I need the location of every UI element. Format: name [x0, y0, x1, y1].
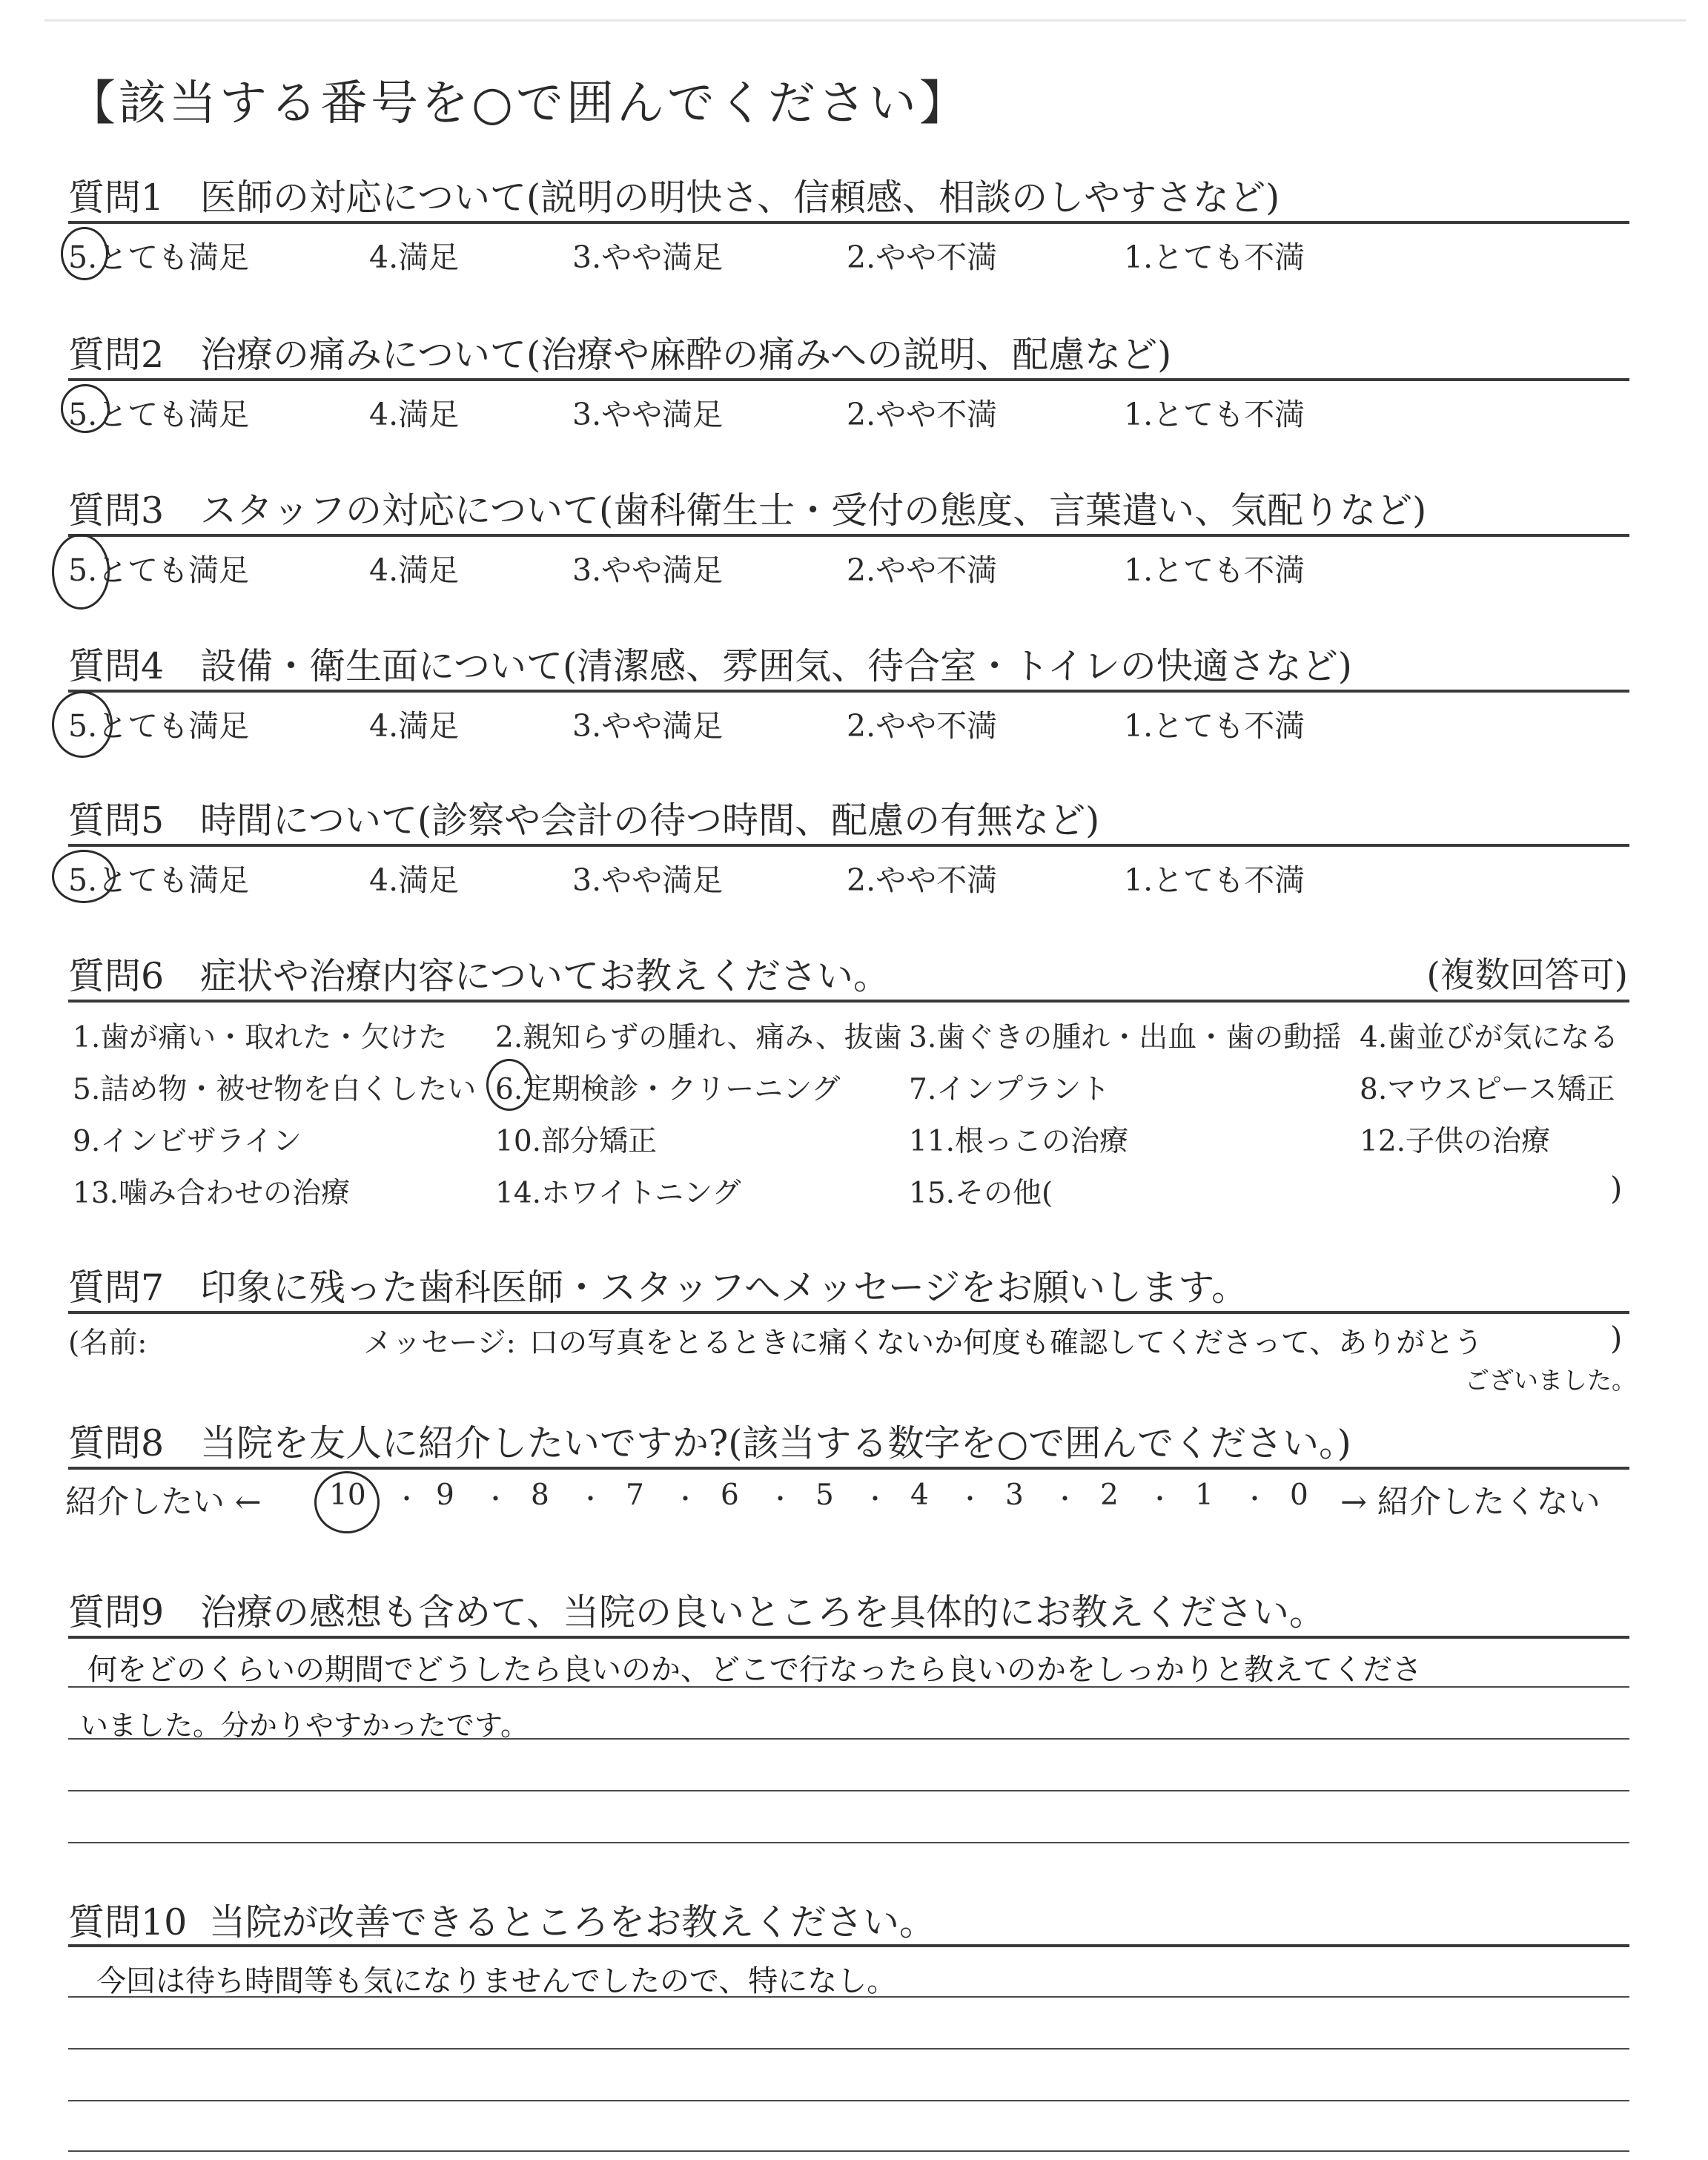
scale-option-4[interactable]: 4 — [910, 1479, 929, 1512]
symptom-option[interactable]: 12.子供の治療 — [1360, 1125, 1551, 1158]
question-3-heading — [68, 482, 1426, 534]
scale-separator: ・ — [578, 1484, 603, 1513]
question-number: 質問4 — [68, 645, 165, 687]
question-7-heading — [68, 1259, 1248, 1311]
scale-separator: ・ — [483, 1484, 508, 1513]
scale-option-0[interactable]: 0 — [1290, 1479, 1308, 1512]
scale-option-7[interactable]: 7 — [626, 1479, 644, 1512]
option-2[interactable]: 2.やや不満 — [847, 862, 998, 898]
option-3[interactable]: 3.やや満足 — [572, 397, 724, 432]
selection-circle-mark — [314, 1471, 380, 1533]
symptom-option[interactable]: 4.歯並びが気になる — [1360, 1021, 1619, 1054]
scale-separator: ・ — [1148, 1484, 1172, 1513]
question-text: 設備・衛生面について(清潔感、雰囲気、待合室・トイレの快適さなど) — [200, 645, 1352, 687]
question-number: 質問3 — [68, 489, 165, 532]
question-rule — [68, 690, 1629, 693]
symptom-option[interactable]: 9.インビザライン — [73, 1125, 302, 1158]
message-label: メッセージ: — [363, 1327, 516, 1360]
option-5[interactable]: 5.とても満足 — [68, 862, 250, 898]
symptom-option[interactable]: 8.マウスピース矯正 — [1360, 1073, 1615, 1106]
option-1[interactable]: 1.とても不満 — [1124, 240, 1305, 275]
writing-line — [68, 2150, 1629, 2152]
symptom-option[interactable]: 11.根っこの治療 — [909, 1125, 1129, 1158]
message-handwriting-line-2: ございました。 — [1465, 1366, 1636, 1395]
symptom-option[interactable]: 10.部分矯正 — [495, 1125, 658, 1158]
scale-separator: ・ — [673, 1484, 698, 1513]
answer-handwriting-line-1: 何をどのくらいの期間でどうしたら良いのか、どこで行なったら良いのかをしっかりと教えてくださ — [87, 1653, 1422, 1687]
question-number: 質問7 — [68, 1266, 165, 1309]
option-3[interactable]: 3.やや満足 — [572, 552, 724, 588]
question-6-heading — [68, 948, 890, 1000]
option-3[interactable]: 3.やや満足 — [572, 708, 724, 744]
scale-separator: ・ — [1053, 1484, 1077, 1513]
symptom-option[interactable]: 7.インプラント — [909, 1073, 1110, 1106]
question-5-heading — [68, 792, 1099, 844]
question-text: 治療の感想も含めて、当院の良いところを具体的にお教えください。 — [200, 1591, 1326, 1634]
scale-option-2[interactable]: 2 — [1100, 1479, 1119, 1512]
option-3[interactable]: 3.やや満足 — [572, 240, 724, 275]
symptom-option[interactable]: 3.歯ぐきの腫れ・出血・歯の動揺 — [909, 1021, 1342, 1054]
option-4[interactable]: 4.満足 — [369, 240, 460, 275]
option-1[interactable]: 1.とても不満 — [1124, 397, 1305, 432]
option-3[interactable]: 3.やや満足 — [572, 862, 724, 898]
scale-separator: ・ — [768, 1484, 792, 1513]
message-handwriting-line-1: 口の写真をとるときに痛くないか何度も確認してくださって、ありがとう — [529, 1327, 1483, 1360]
question-number: 質問8 — [68, 1422, 165, 1464]
option-5[interactable]: 5.とても満足 — [68, 397, 250, 432]
question-text: 時間について(診察や会計の待つ時間、配慮の有無など) — [200, 799, 1100, 842]
option-4[interactable]: 4.満足 — [369, 862, 460, 898]
question-rule — [68, 844, 1629, 847]
scale-option-6[interactable]: 6 — [721, 1479, 739, 1512]
symptom-option[interactable]: 1.歯が痛い・取れた・欠けた — [73, 1021, 448, 1054]
writing-line — [68, 2048, 1629, 2050]
scale-option-5[interactable]: 5 — [815, 1479, 834, 1512]
option-1[interactable]: 1.とても不満 — [1124, 552, 1305, 588]
writing-line — [68, 1686, 1629, 1688]
question-9-heading — [68, 1584, 1325, 1636]
selection-circle-mark — [486, 1059, 532, 1111]
option-2[interactable]: 2.やや不満 — [847, 708, 998, 744]
selection-circle-mark — [61, 384, 110, 433]
question-rule — [68, 221, 1629, 224]
question-text: 治療の痛みについて(治療や麻酔の痛みへの説明、配慮など) — [200, 334, 1172, 376]
page-title: 【該当する番号を○で囲んでください】 — [68, 76, 970, 131]
selection-circle-mark — [61, 227, 108, 280]
question-rule — [68, 1000, 1629, 1003]
symptom-option-other[interactable]: 15.その他( — [909, 1177, 1053, 1210]
symptom-option[interactable]: 14.ホワイトニング — [495, 1177, 741, 1210]
scale-separator: ・ — [863, 1484, 887, 1513]
scale-separator: ・ — [1242, 1484, 1267, 1513]
question-number: 質問5 — [68, 799, 165, 842]
question-text: 当院を友人に紹介したいですか?(該当する数字を○で囲んでください。) — [200, 1422, 1351, 1464]
name-label: (名前: — [68, 1327, 148, 1360]
scale-option-3[interactable]: 3 — [1005, 1479, 1024, 1512]
option-5[interactable]: 5.とても満足 — [68, 708, 250, 744]
question-rule — [68, 1944, 1629, 1947]
multiple-answers-note: (複数回答可) — [1426, 955, 1628, 996]
writing-line — [68, 1790, 1629, 1791]
question-rule — [68, 1636, 1629, 1639]
writing-line — [68, 1996, 1629, 1998]
scale-left-label: 紹介したい ← — [65, 1484, 262, 1521]
selection-circle-mark — [52, 691, 113, 758]
top-border — [44, 19, 1686, 22]
scale-separator: ・ — [958, 1484, 982, 1513]
question-text: スタッフの対応について(歯科衛生士・受付の態度、言葉遣い、気配りなど) — [200, 489, 1427, 532]
scale-option-10[interactable]: 10 — [329, 1479, 366, 1512]
question-rule — [68, 1467, 1629, 1470]
scale-separator: ・ — [394, 1484, 419, 1513]
symptom-option[interactable]: 6.定期検診・クリーニング — [495, 1073, 841, 1106]
answer-handwriting-line-2: いました。分かりやすかったです。 — [80, 1709, 529, 1742]
other-close-paren: ) — [1610, 1170, 1623, 1206]
scale-right-label: → 紹介したくない — [1340, 1484, 1601, 1521]
symptom-option[interactable]: 5.詰め物・被せ物を白くしたい — [73, 1073, 477, 1106]
option-4[interactable]: 4.満足 — [369, 397, 460, 432]
question-2-heading — [68, 326, 1171, 378]
question-number: 質問6 — [68, 955, 165, 997]
selection-circle-mark — [52, 534, 110, 610]
answer-handwriting-line-1: 今回は待ち時間等も気になりませんでしたので、特になし。 — [96, 1964, 897, 1998]
question-number: 質問10 — [68, 1901, 188, 1943]
question-text: 症状や治療内容についてお教えください。 — [200, 955, 890, 997]
message-close-paren: ) — [1610, 1320, 1623, 1356]
symptom-option[interactable]: 2.親知らずの腫れ、痛み、抜歯 — [495, 1021, 902, 1054]
question-10-heading — [68, 1894, 936, 1946]
option-1[interactable]: 1.とても不満 — [1124, 708, 1305, 744]
symptom-option[interactable]: 13.噛み合わせの治療 — [73, 1177, 351, 1210]
question-number: 質問2 — [68, 334, 165, 376]
scale-option-1[interactable]: 1 — [1195, 1479, 1214, 1512]
question-text: 印象に残った歯科医師・スタッフへメッセージをお願いします。 — [200, 1266, 1248, 1309]
question-number: 質問9 — [68, 1591, 165, 1634]
question-rule — [68, 378, 1629, 381]
question-text: 当院が改善できるところをお教えください。 — [209, 1901, 936, 1943]
writing-line — [68, 1738, 1629, 1740]
option-4[interactable]: 4.満足 — [369, 552, 460, 588]
scale-option-9[interactable]: 9 — [436, 1479, 454, 1512]
option-5[interactable]: 5.とても満足 — [68, 552, 250, 588]
scale-option-8[interactable]: 8 — [531, 1479, 549, 1512]
question-text: 医師の対応について(説明の明快さ、信頼感、相談のしやすさなど) — [200, 176, 1280, 219]
option-2[interactable]: 2.やや不満 — [847, 552, 998, 588]
option-2[interactable]: 2.やや不満 — [847, 240, 998, 275]
selection-circle-mark — [52, 850, 116, 903]
question-number: 質問1 — [68, 176, 165, 219]
question-rule — [68, 534, 1629, 537]
option-2[interactable]: 2.やや不満 — [847, 397, 998, 432]
question-1-heading — [68, 169, 1280, 221]
option-5[interactable]: 5.とても満足 — [68, 240, 250, 275]
writing-line — [68, 2100, 1629, 2101]
option-1[interactable]: 1.とても不満 — [1124, 862, 1305, 898]
question-8-heading — [68, 1415, 1351, 1467]
question-4-heading — [68, 638, 1352, 690]
writing-line — [68, 1842, 1629, 1843]
option-4[interactable]: 4.満足 — [369, 708, 460, 744]
question-rule — [68, 1311, 1629, 1314]
